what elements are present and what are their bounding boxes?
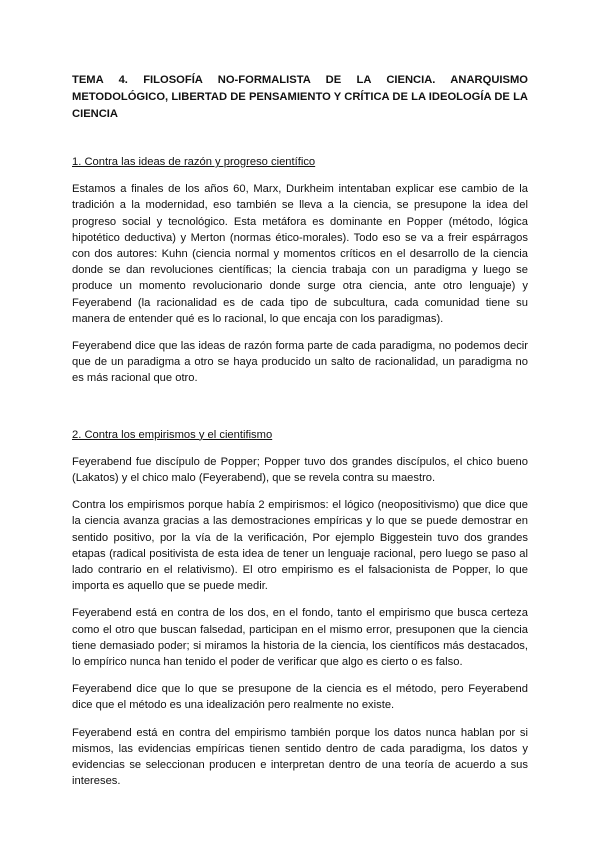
section-1-paragraph-2: Feyerabend dice que las ideas de razón forma parte de cada paradigma, no podemos decir que de un paradigma a otro se haya producido un salto de racionalidad, un paradigma no es más racional que otro. <box>72 340 528 385</box>
section-2-paragraph-4: Feyerabend dice que lo que se presupone de la ciencia es el método, pero Feyerabend dice que el método es una idealización pero realmente no existe. <box>72 683 528 712</box>
section-heading-2: 2. Contra los empirismos y el cientifismo <box>72 428 273 441</box>
section-heading-1: 1. Contra las ideas de razón y progreso científico <box>72 156 316 168</box>
section-2-paragraph-5: Feyerabend está en contra del empirismo también porque los datos nunca hablan por si mismos, las evidencias empíricas tienen sentido dentro de cada paradigma, los datos y evidencias se seleccionan producen e interpretan dentro de una teoría de acuerdo a sus intereses. <box>72 726 528 788</box>
document-title: TEMA 4. FILOSOFÍA NO-FORMALISTA DE LA CIENCIA. ANARQUISMO METODOLÓGICO, LIBERTAD DE PENSAMIENTO Y CRÍTICA DE LA IDEOLOGÍA DE LA CIENCIA <box>72 74 528 120</box>
section-1-paragraph-1: Estamos a finales de los años 60, Marx, Durkheim intentaban explicar ese cambio de la tradición a la modernidad, eso también se lleva a la ciencia, se presupone la idea del progreso social y tecnológico. Esta metáfora es dominante en Popper (método, lógica hipotético deductiva) y Merton (normas ético-morales). Todo eso se va a freir espárragos con dos autores: Kuhn (ciencia normal y momentos críticos en el desarrollo de la ciencia donde se dan revoluciones científicas; la ciencia trabaja con un paradigma y luego se produce un momento revolucionario donde surge otra ciencia, ante otro lenguaje) y Feyerabend (la racionalidad es de cada tipo de subcultura, cada comunidad tiene su manera de entender qué es lo racional, lo que encaja con los paradigmas). <box>72 183 528 325</box>
section-2-paragraph-2: Contra los empirismos porque había 2 empirismos: el lógico (neopositivismo) que dice que la ciencia avanza gracias a las demostraciones empíricas y lo que se puede demostrar en sentido positivo, por la vía de la verificación, Por ejemplo Biggestein tuvo dos grandes etapas (radical positivista de esta idea de tener un lenguaje racional, pero luego se paso al lado contrario en el relativismo). El otro empirismo es el falsacionista de Popper, lo que importa es aquello que se puede medir. <box>72 499 528 593</box>
section-2-paragraph-3: Feyerabend está en contra de los dos, en el fondo, tanto el empirismo que busca certeza como el otro que buscan falsedad, participan en el mismo error, presuponen que la ciencia tiene demasiado poder; si miramos la historia de la ciencia, los científicos más destacados, lo empírico nunca han tenido el poder de verificar que algo es cierto o es falso. <box>72 607 528 669</box>
section-2-paragraph-1: Feyerabend fue discípulo de Popper; Popper tuvo dos grandes discípulos, el chico bueno (Lakatos) y el chico malo (Feyerabend), que se revela contra su maestro. <box>72 455 528 485</box>
